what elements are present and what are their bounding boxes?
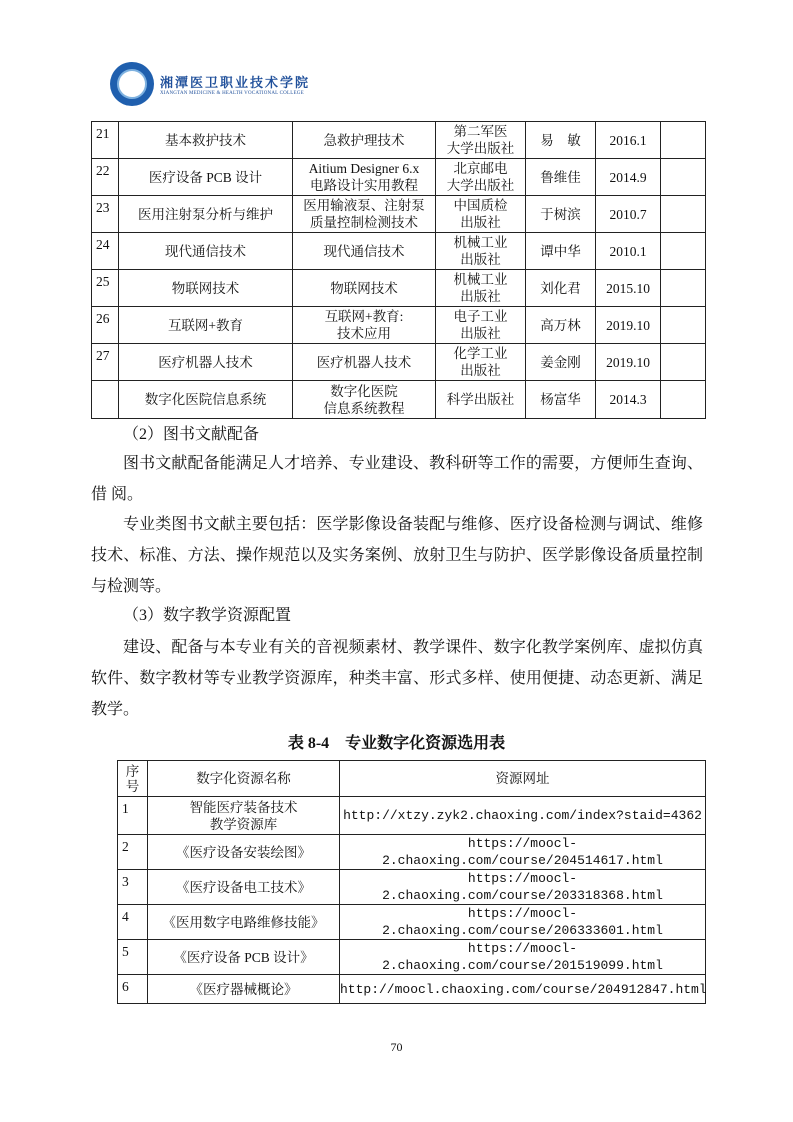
table-cell	[661, 196, 706, 233]
table-cell: 现代通信技术	[119, 233, 293, 270]
table-cell: 易 敏	[526, 122, 596, 159]
table-row	[92, 159, 706, 196]
table-cell: 高万林	[526, 307, 596, 344]
table-cell: 5	[118, 940, 148, 975]
table-cell: 2015.10	[596, 270, 661, 307]
paragraph: 建设、配备与本专业有关的音视频素材、教学课件、数字化教学案例库、虚拟仿真软件、数字教材等专业教学资源库，种类丰富、形式多样、使用便捷、动态更新、满足教学。	[91, 639, 703, 718]
logo-chinese-name: 湘潭医卫职业技术学院	[160, 75, 311, 90]
table-cell: 2010.7	[596, 196, 661, 233]
table-cell: 《医疗设备电工技术》	[148, 870, 340, 905]
table-cell: 谭中华	[526, 233, 596, 270]
logo-english-name: XIANGTAN MEDICINE & HEALTH VOCATIONAL COLLEGE	[160, 91, 304, 96]
table-cell: 26	[92, 307, 119, 344]
table-cell: 数字化医院 信息系统教程	[293, 381, 436, 419]
resource-url-link[interactable]: http://xtzy.zyk2.chaoxing.com/index?staid=4362	[340, 797, 706, 835]
table-cell: 姜金刚	[526, 344, 596, 381]
table-cell: 中国质检 出版社	[436, 196, 526, 233]
paragraph: 专业类图书文献主要包括：医学影像设备装配与维修、医疗设备检测与调试、维修技术、标准、方法、操作规范以及实务案例、放射卫生与防护、医学影像设备质量控制与检测等。	[91, 516, 703, 595]
column-header: 数字化资源名称	[148, 761, 340, 797]
table-cell: 基本救护技术	[119, 122, 293, 159]
table-cell: 科学出版社	[436, 381, 526, 419]
table-row	[118, 835, 706, 870]
table-cell: 刘化君	[526, 270, 596, 307]
textbook-table	[91, 121, 706, 419]
table-row	[92, 233, 706, 270]
resource-url-link[interactable]: https://moocl-2.chaoxing.com/course/206333601.html	[340, 905, 706, 940]
table-cell: 27	[92, 344, 119, 381]
column-header: 序号	[118, 761, 148, 797]
page-number: 70	[390, 1040, 403, 1054]
table-cell: 物联网技术	[293, 270, 436, 307]
table-cell: 25	[92, 270, 119, 307]
table-cell: 第二军医 大学出版社	[436, 122, 526, 159]
table-cell: 2014.3	[596, 381, 661, 419]
table-cell: 于树滨	[526, 196, 596, 233]
table-row	[92, 122, 706, 159]
table-cell: 医疗设备 PCB 设计	[119, 159, 293, 196]
table-cell: 1	[118, 797, 148, 835]
table-cell: 医疗机器人技术	[119, 344, 293, 381]
table-row	[92, 344, 706, 381]
table-cell: 6	[118, 975, 148, 1004]
table-cell: 急救护理技术	[293, 122, 436, 159]
table-cell: 互联网+教育: 技术应用	[293, 307, 436, 344]
section-heading-library: （2）图书文献配备	[123, 426, 260, 443]
table-cell: 2010.1	[596, 233, 661, 270]
resource-url-link[interactable]: https://moocl-2.chaoxing.com/course/203318368.html	[340, 870, 706, 905]
table-cell: 3	[118, 870, 148, 905]
table-cell: Aitium Designer 6.x 电路设计实用教程	[293, 159, 436, 196]
digital-resource-table	[117, 760, 706, 1004]
table-cell: 现代通信技术	[293, 233, 436, 270]
resource-url-link[interactable]: https://moocl-2.chaoxing.com/course/204514617.html	[340, 835, 706, 870]
table-cell: 《医用数字电路维修技能》	[148, 905, 340, 940]
table-cell	[661, 233, 706, 270]
table-row	[118, 797, 706, 835]
table-cell: 医疗机器人技术	[293, 344, 436, 381]
table-cell: 2016.1	[596, 122, 661, 159]
table-cell: 2019.10	[596, 307, 661, 344]
college-logo	[110, 62, 310, 106]
table-cell: 2019.10	[596, 344, 661, 381]
table-row	[118, 940, 706, 975]
table-cell: 4	[118, 905, 148, 940]
table-row	[92, 196, 706, 233]
table-cell: 21	[92, 122, 119, 159]
table-cell: 物联网技术	[119, 270, 293, 307]
table-row	[118, 905, 706, 940]
table-cell: 机械工业 出版社	[436, 233, 526, 270]
table-cell: 《医疗设备 PCB 设计》	[148, 940, 340, 975]
table-caption: 表 8-4 专业数字化资源选用表	[287, 735, 506, 752]
table-cell: 杨富华	[526, 381, 596, 419]
table-cell: 医用输液泵、注射泵 质量控制检测技术	[293, 196, 436, 233]
table-cell	[92, 381, 119, 419]
table-cell	[661, 307, 706, 344]
table-cell	[661, 122, 706, 159]
table-cell: 机械工业 出版社	[436, 270, 526, 307]
table-cell: 2	[118, 835, 148, 870]
table-cell: 智能医疗装备技术 教学资源库	[148, 797, 340, 835]
table-cell: 北京邮电 大学出版社	[436, 159, 526, 196]
table-row	[118, 975, 706, 1004]
table-cell	[661, 381, 706, 419]
table-cell: 医用注射泵分析与维护	[119, 196, 293, 233]
table-cell: 2014.9	[596, 159, 661, 196]
table-cell: 22	[92, 159, 119, 196]
table-row	[92, 270, 706, 307]
resource-url-link[interactable]: http://moocl.chaoxing.com/course/204912847.html	[340, 975, 706, 1004]
resource-url-link[interactable]: https://moocl-2.chaoxing.com/course/201519099.html	[340, 940, 706, 975]
table-row	[92, 381, 706, 419]
table-cell: 化学工业 出版社	[436, 344, 526, 381]
table-row	[92, 307, 706, 344]
table-cell: 23	[92, 196, 119, 233]
table-cell	[661, 344, 706, 381]
table-cell: 互联网+教育	[119, 307, 293, 344]
table-cell: 24	[92, 233, 119, 270]
table-row	[118, 870, 706, 905]
table-cell: 数字化医院信息系统	[119, 381, 293, 419]
paragraph: 图书文献配备能满足人才培养、专业建设、教科研等工作的需要，方便师生查询、借 阅。	[91, 455, 703, 503]
table-cell	[661, 159, 706, 196]
table-cell: 电子工业 出版社	[436, 307, 526, 344]
table-cell: 鲁维佳	[526, 159, 596, 196]
table-cell: 《医疗器械概论》	[148, 975, 340, 1004]
section-heading-digital: （3）数字教学资源配置	[123, 607, 292, 624]
college-seal-icon	[110, 62, 154, 106]
table-cell	[661, 270, 706, 307]
table-cell: 《医疗设备安装绘图》	[148, 835, 340, 870]
column-header: 资源网址	[340, 761, 706, 797]
